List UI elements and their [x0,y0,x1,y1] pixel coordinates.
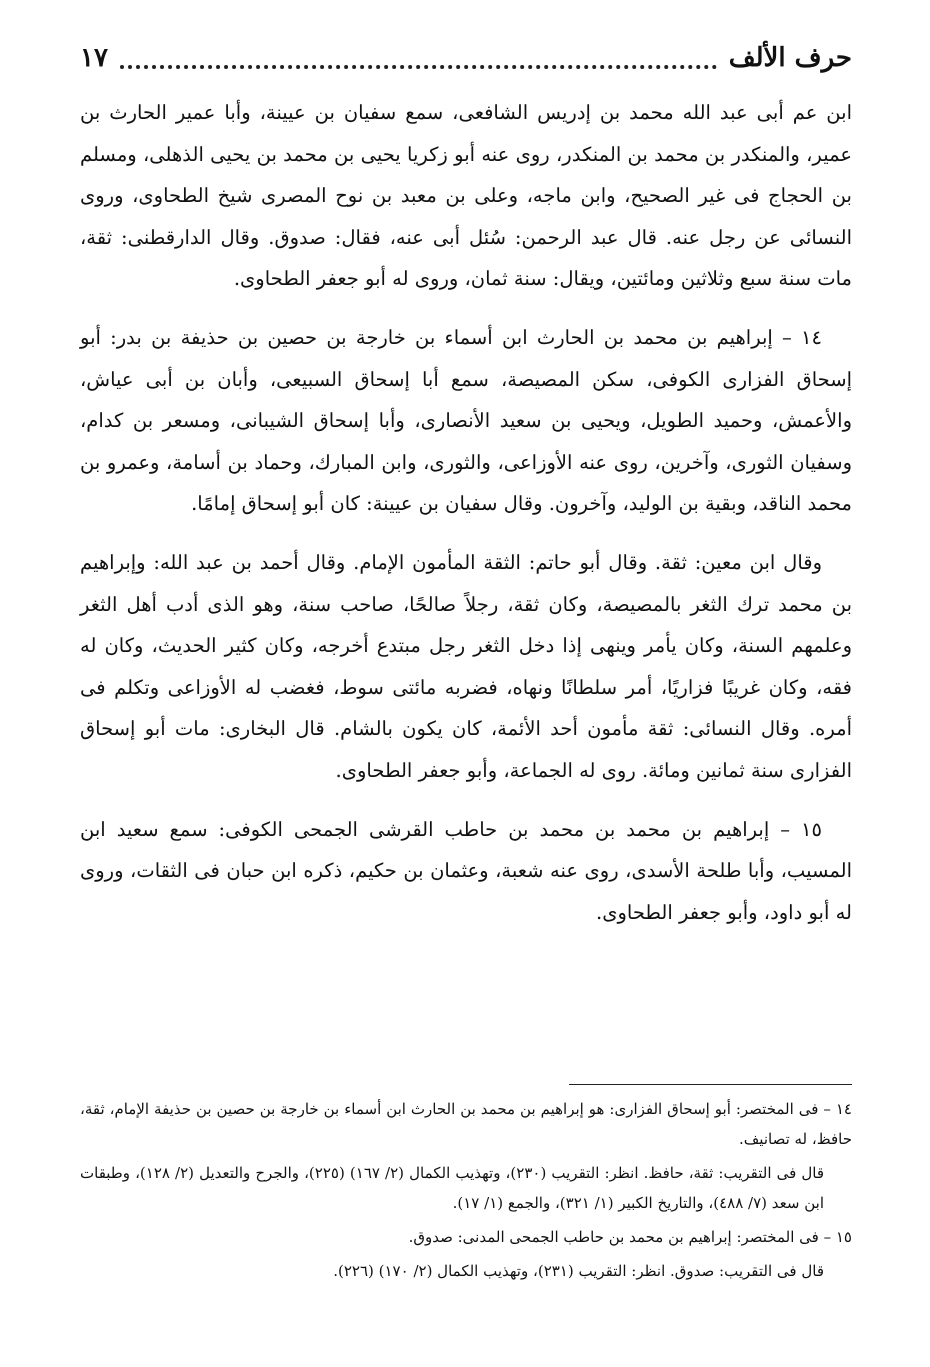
entry-14-continued: وقال ابن معين: ثقة. وقال أبو حاتم: الثقة المأمون الإمام. وقال أحمد بن عبد الله: وإبراهيم بن محمد ترك الثغر بالمصيصة، وكان ثقة، رجلاً صالحًا، صاحب سنة، وهو الذى أدب أهل الثغر وعلمهم السنة، وكان يأمر وينهى إذا دخل الثغر رجل مبتدع أخرجه، وكان كثير الحديث، وكان له فقه، وكان غريبًا فزاريًا، أمر سلطانًا ونهاه، فضربه مائتى سوط، فغضب له الأوزاعى وتكلم فى أمره. وقال النسائى: ثقة مأمون أحد الأئمة، كان يكون بالشام. قال البخارى: مات أبو إسحاق الفزارى سنة ثمانين ومائة. روى له الجماعة، وأبو جعفر الطحاوى. [80,550,852,782]
footnote-15: ١٥ – فى المختصر: إبراهيم بن محمد بن حاطب الجمحى المدنى: صدوق. [408,1228,852,1246]
page-header [80,28,852,88]
footnote-14: ١٤ – فى المختصر: أبو إسحاق الفزارى: هو إبراهيم بن محمد بن الحارث ابن أسماء بن خارجة بن حصين بن حذيفة الإمام، ثقة، حافظ، له تصانيف. [80,1100,852,1148]
running-title: حرف الألف [728,43,852,73]
footnote-separator [569,1084,852,1085]
footnotes [80,1094,852,1290]
page-number: ١٧ [80,43,108,73]
paragraph-continuation: ابن عم أبى عبد الله محمد بن إدريس الشافعى، سمع سفيان بن عيينة، وأبا عمير الحارث بن عمير، والمنكدر بن محمد بن المنكدر، روى عنه أبو زكريا يحيى بن محمد بن يحيى الذهلى، ومسلم بن الحجاج فى غير الصحيح، وابن ماجه، وعلى بن معبد بن نوح المصرى شيخ الطحاوى، وروى النسائى عن رجل عنه. قال عبد الرحمن: سُئل أبى عنه، فقال: صدوق. وقال الدارقطنى: ثقة، مات سنة سبع وثلاثين ومائتين، ويقال: سنة ثمان، وروى له أبو جعفر الطحاوى. [80,101,853,291]
header-dot-leader [120,59,717,69]
entry-15: ١٥ – إبراهيم بن محمد بن محمد بن حاطب القرشى الجمحى الكوفى: سمع سعيد ابن المسيب، وأبا طلحة الأسدى، روى عنه شعبة، وعثمان بن حكيم، ذكره ابن حبان فى الثقات، وروى له أبو داود، وأبو جعفر الطحاوى. [80,817,852,924]
entry-14: ١٤ – إبراهيم بن محمد بن الحارث ابن أسماء بن خارجة بن حصين بن حذيفة بن بدر: أبو إسحاق الفزارى الكوفى، سكن المصيصة، سمع أبا إسحاق السبيعى، وأبان بن أبى عياش، والأعمش، وحميد الطويل، ويحيى بن سعيد الأنصارى، وأبا إسحاق الشيبانى، ومسعر بن كدام، وسفيان الثورى، وآخرين، روى عنه الأوزاعى، والثورى، وابن المبارك، وحماد بن أسامة، وعمرو بن محمد الناقد، وبقية بن الوليد، وآخرون. وقال سفيان بن عيينة: كان أبو إسحاق إمامًا. [80,325,852,516]
footnote-15-references: قال فى التقريب: صدوق. انظر: التقريب (٢٣١)، وتهذيب الكمال (٢/ ١٧٠) (٢٢٦). [333,1262,824,1280]
main-text [80,92,852,950]
footnote-14-references: قال فى التقريب: ثقة، حافظ. انظر: التقريب (٢٣٠)، وتهذيب الكمال (٢/ ١٦٧) (٢٢٥)، والجرح والتعديل (٢/ ١٢٨)، وطبقات ابن سعد (٧/ ٤٨٨)، والتاريخ الكبير (١/ ٣٢١)، والجمع (١/ ١٧). [80,1164,825,1212]
